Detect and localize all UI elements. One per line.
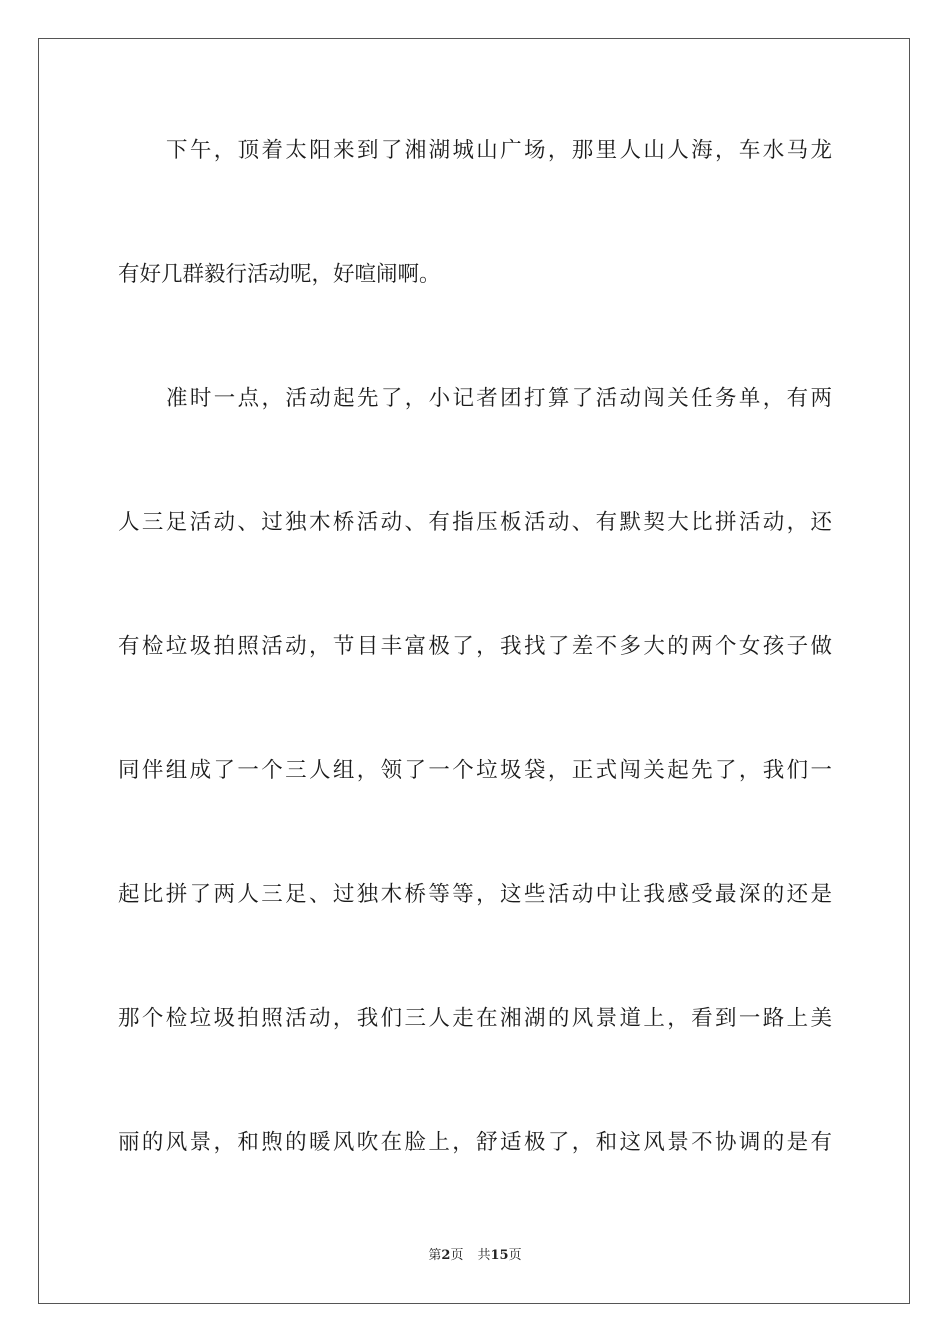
total-prefix: 共 (477, 1248, 491, 1263)
total-pages: 15 (490, 1248, 509, 1263)
paragraph-line: 丽的风景，和煦的暖风吹在脸上，舒适极了，和这风景不协调的是有 (118, 1130, 832, 1155)
page-footer (0, 1247, 950, 1265)
paragraph-line: 起比拼了两人三足、过独木桥等等，这些活动中让我感受最深的还是 (118, 882, 832, 907)
page-number: 2 (441, 1248, 451, 1263)
paragraph-line: 同伴组成了一个三人组，领了一个垃圾袋，正式闯关起先了，我们一 (118, 758, 832, 783)
paragraph-line: 有好几群毅行活动呢，好喧闹啊。 (118, 262, 441, 287)
page-suffix: 页 (450, 1248, 464, 1263)
paragraph-line: 人三足活动、过独木桥活动、有指压板活动、有默契大比拼活动，还 (118, 510, 832, 535)
paragraph-line: 那个检垃圾拍照活动，我们三人走在湘湖的风景道上，看到一路上美 (118, 1006, 832, 1031)
page-prefix: 第 (428, 1248, 442, 1263)
paragraph-line: 下午，顶着太阳来到了湘湖城山广场，那里人山人海，车水马龙 (166, 138, 832, 163)
paragraph-line: 准时一点，活动起先了，小记者团打算了活动闯关任务单，有两 (166, 386, 832, 411)
total-suffix: 页 (508, 1248, 522, 1263)
paragraph-line: 有检垃圾拍照活动，节目丰富极了，我找了差不多大的两个女孩子做 (118, 634, 832, 659)
page-border (38, 38, 910, 1304)
